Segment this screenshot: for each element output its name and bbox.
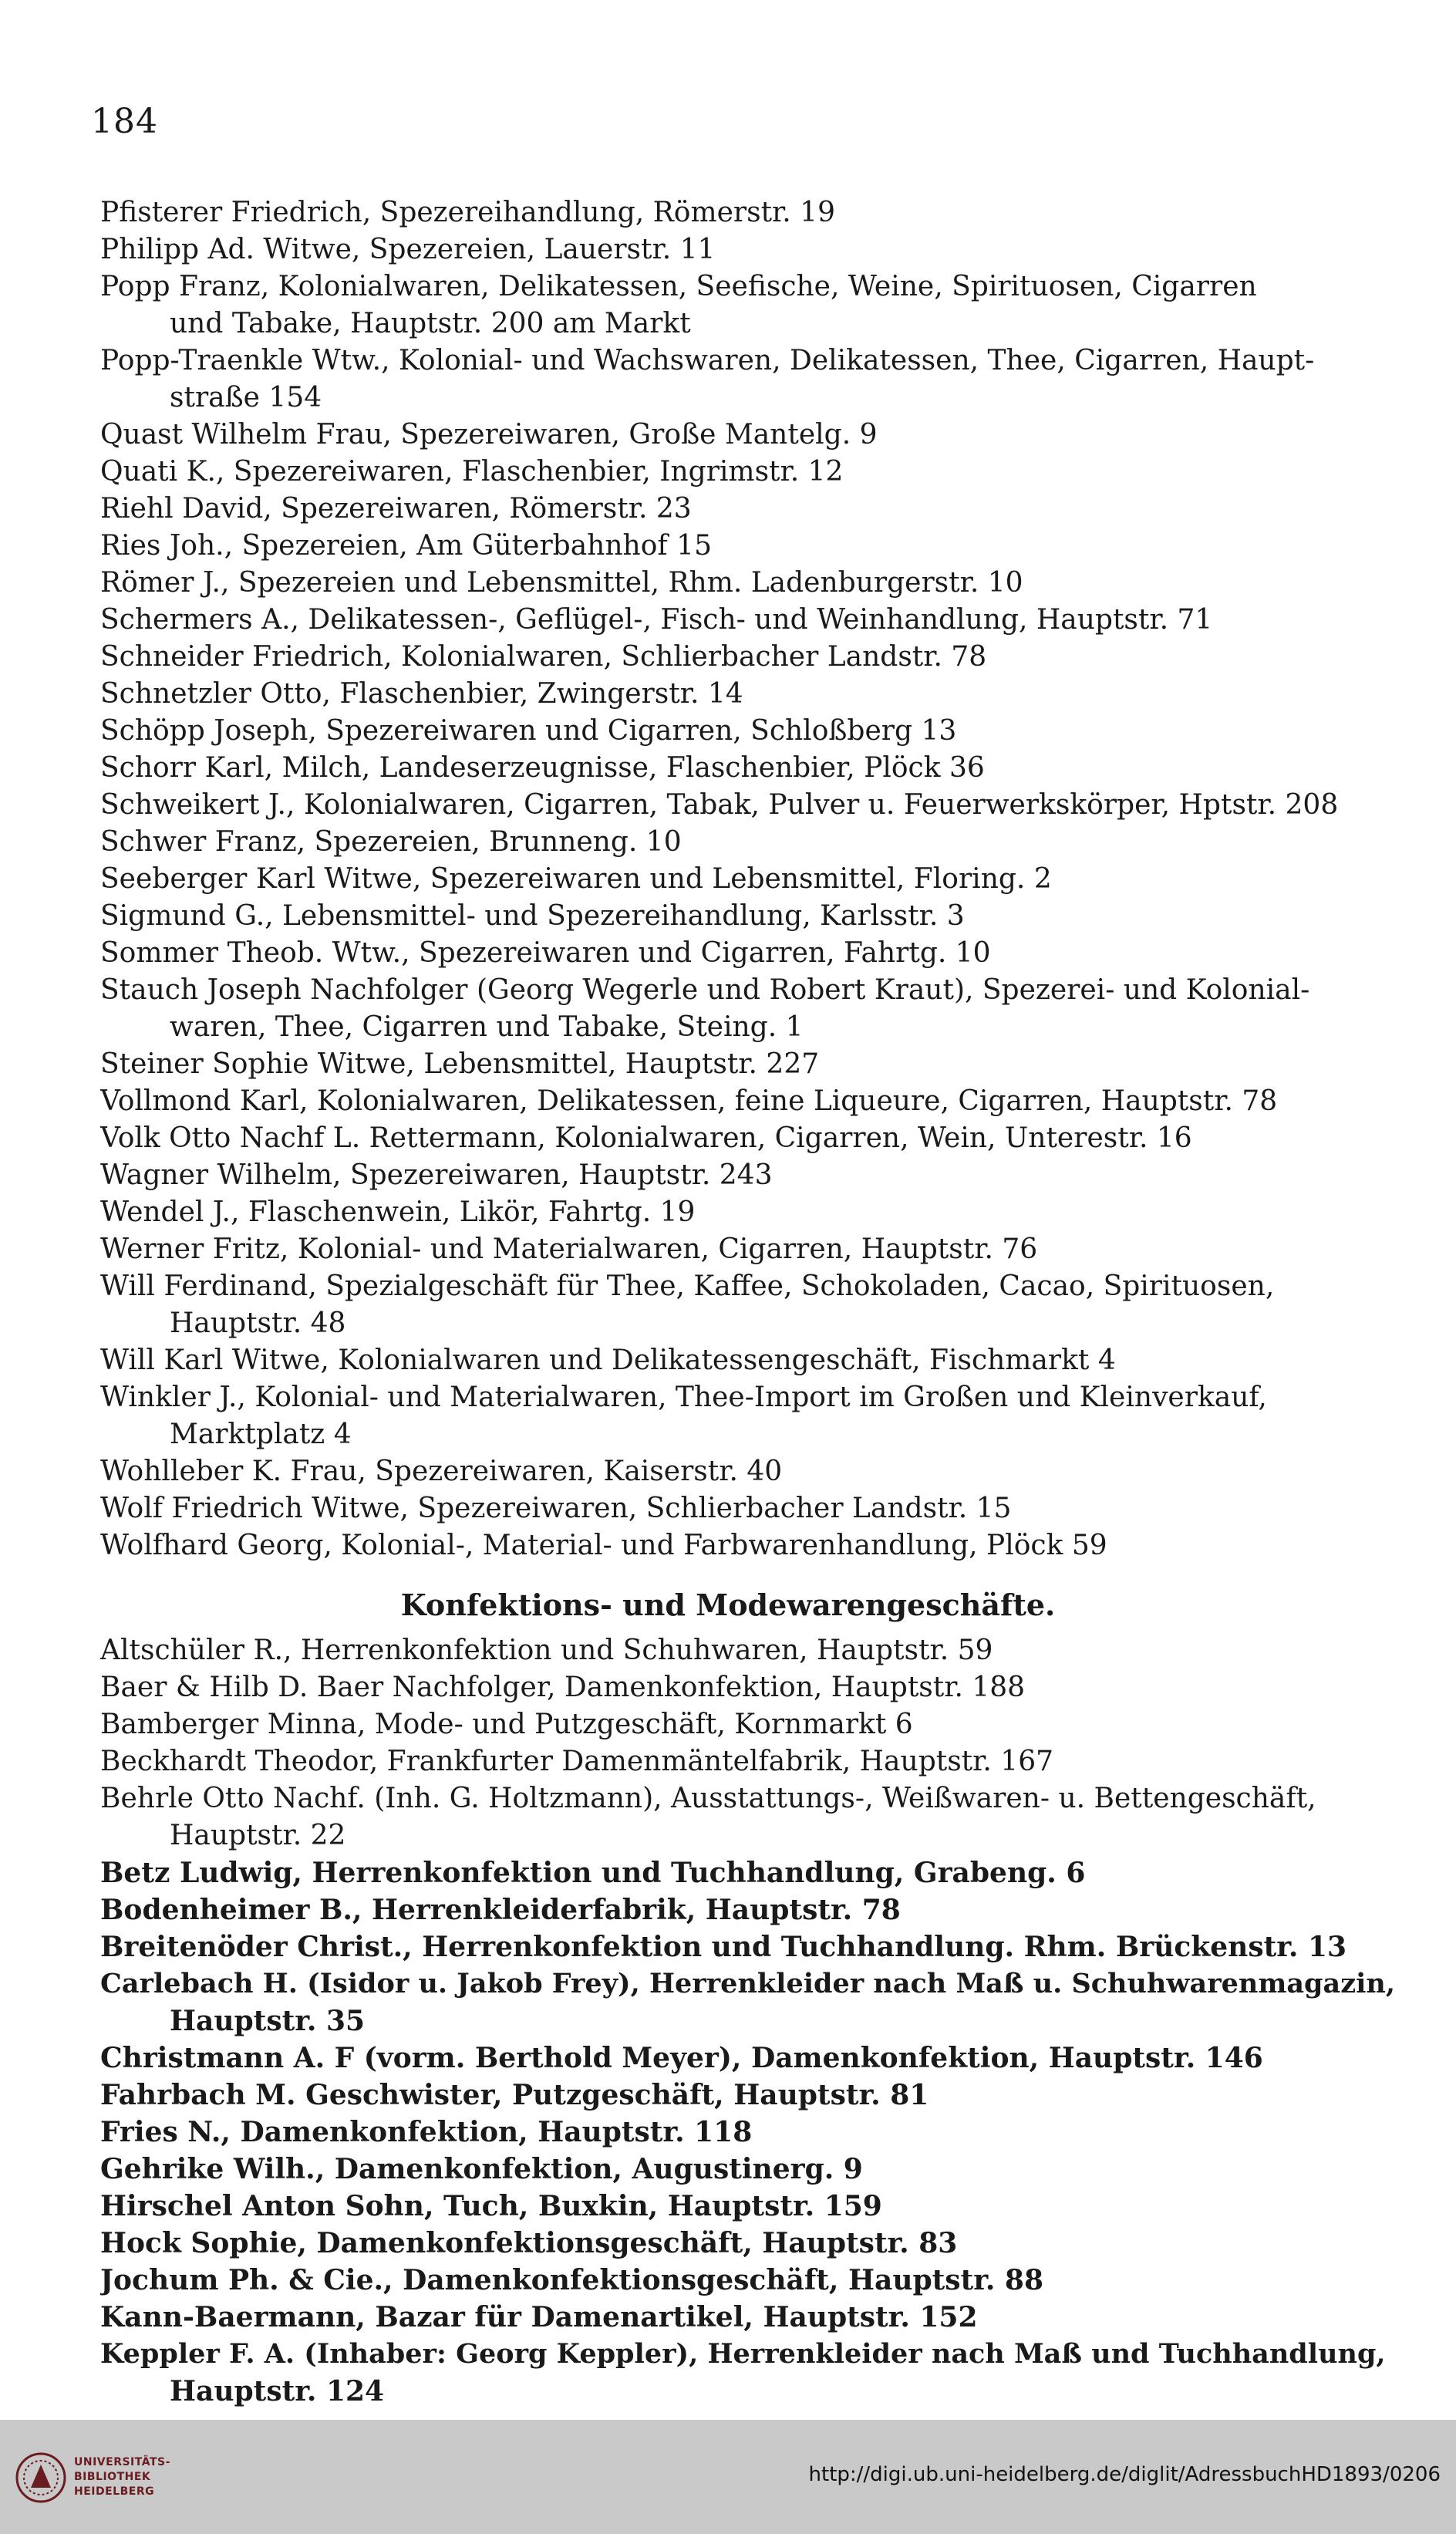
entry-line: Schweikert J., Kolonialwaren, Cigarren, Tabak, Pulver u. Feuerwerkskörper, Hptstr. 208	[100, 789, 1339, 821]
directory-entry	[100, 2262, 1415, 2299]
directory-entry	[100, 972, 1415, 1046]
entry-continuation: Marktplatz 4	[170, 1419, 352, 1450]
entry-line: Wendel J., Flaschenwein, Likör, Fahrtg. 19	[100, 1196, 696, 1228]
directory-entry	[100, 1231, 1415, 1268]
entry-line: Christmann A. F (vorm. Berthold Meyer), Damenkonfektion, Hauptstr. 146	[100, 2042, 1263, 2074]
entry-line: Gehrike Wilh., Damenkonfektion, Augustinerg. 9	[100, 2153, 863, 2185]
footer-bar	[0, 2420, 1456, 2534]
entry-line: Schneider Friedrich, Kolonialwaren, Schlierbacher Landstr. 78	[100, 641, 987, 673]
library-name-line: HEIDELBERG	[74, 2485, 155, 2498]
library-seal-icon	[14, 2451, 68, 2505]
entry-continuation: und Tabake, Hauptstr. 200 am Markt	[170, 308, 691, 339]
directory-entry	[100, 2114, 1415, 2151]
entry-continuation: Hauptstr. 124	[170, 2375, 385, 2407]
entry-line: Breitenöder Christ., Herrenkonfektion und Tuchhandlung. Rhm. Brückenstr. 13	[100, 1931, 1347, 1963]
library-name-line: BIBLIOTHEK	[74, 2471, 151, 2483]
entry-line: Hock Sophie, Damenkonfektionsgeschäft, Hauptstr. 83	[100, 2227, 958, 2259]
directory-listing	[0, 194, 1456, 2410]
directory-entry	[100, 639, 1415, 676]
directory-entry	[100, 2151, 1415, 2188]
directory-entry	[100, 750, 1415, 787]
entry-line: Kann-Baermann, Bazar für Damenartikel, Hauptstr. 152	[100, 2301, 978, 2333]
directory-entry	[100, 1194, 1415, 1231]
entry-line: Ries Joh., Spezereien, Am Güterbahnhof 15	[100, 530, 712, 562]
directory-entry	[100, 2077, 1415, 2114]
directory-entry	[100, 2336, 1415, 2410]
entry-continuation: Hauptstr. 48	[170, 1307, 346, 1339]
directory-entry	[100, 1527, 1415, 1564]
entry-line: Sigmund G., Lebensmittel- und Spezereihandlung, Karlsstr. 3	[100, 900, 965, 932]
entry-line: Behrle Otto Nachf. (Inh. G. Holtzmann), Ausstattungs-, Weißwaren- u. Bettengeschäft,	[100, 1783, 1316, 1814]
directory-entry	[100, 417, 1415, 454]
entry-line: Stauch Joseph Nachfolger (Georg Wegerle und Robert Kraut), Spezerei- und Kolonial-	[100, 974, 1310, 1006]
directory-entry	[100, 2040, 1415, 2077]
clothing-entries-bold	[0, 1854, 1456, 2410]
directory-entry	[100, 713, 1415, 750]
entry-line: Schöpp Joseph, Spezereiwaren und Cigarren, Schloßberg 13	[100, 715, 957, 747]
entry-line: Popp-Traenkle Wtw., Kolonial- und Wachswaren, Delikatessen, Thee, Cigarren, Haupt-	[100, 345, 1315, 376]
directory-entry	[100, 2225, 1415, 2262]
directory-entry	[100, 935, 1415, 972]
library-logo	[14, 2451, 184, 2505]
entry-continuation: waren, Thee, Cigarren und Tabake, Steing. 1	[170, 1011, 804, 1043]
entry-line: Wolf Friedrich Witwe, Spezereiwaren, Schlierbacher Landstr. 15	[100, 1493, 1012, 1524]
directory-entry	[100, 1965, 1415, 2040]
directory-entry	[100, 1342, 1415, 1379]
clothing-entries-regular	[0, 1632, 1456, 1854]
entry-continuation: Hauptstr. 35	[170, 2005, 366, 2037]
directory-entry	[100, 1928, 1415, 1965]
entry-line: Wohlleber K. Frau, Spezereiwaren, Kaiserstr. 40	[100, 1456, 783, 1487]
library-name	[74, 2455, 170, 2499]
directory-entry	[100, 824, 1415, 861]
entry-line: Betz Ludwig, Herrenkonfektion und Tuchhandlung, Grabeng. 6	[100, 1857, 1086, 1889]
grocery-entries	[0, 194, 1456, 1564]
directory-entry	[100, 1083, 1415, 1120]
directory-entry	[100, 2188, 1415, 2225]
entry-line: Volk Otto Nachf L. Rettermann, Kolonialwaren, Cigarren, Wein, Unterestr. 16	[100, 1122, 1192, 1154]
entry-line: Schwer Franz, Spezereien, Brunneng. 10	[100, 826, 682, 858]
directory-entry	[100, 861, 1415, 898]
directory-entry	[100, 602, 1415, 639]
directory-entry	[100, 787, 1415, 824]
entry-line: Will Ferdinand, Spezialgeschäft für Thee, Kaffee, Schokoladen, Cacao, Spirituosen,	[100, 1270, 1275, 1302]
directory-entry	[100, 1157, 1415, 1194]
entry-line: Philipp Ad. Witwe, Spezereien, Lauerstr. 11	[100, 234, 716, 265]
entry-line: Schnetzler Otto, Flaschenbier, Zwingerstr. 14	[100, 678, 743, 710]
directory-entry	[100, 1268, 1415, 1342]
entry-line: Vollmond Karl, Kolonialwaren, Delikatessen, feine Liqueure, Cigarren, Hauptstr. 78	[100, 1085, 1278, 1117]
entry-line: Fries N., Damenkonfektion, Hauptstr. 118	[100, 2116, 753, 2148]
section-heading: Konfektions- und Modewarengeschäfte.	[400, 1588, 1056, 1622]
directory-entry	[100, 565, 1415, 602]
entry-line: Bodenheimer B., Herrenkleiderfabrik, Hauptstr. 78	[100, 1894, 901, 1926]
entry-line: Bamberger Minna, Mode- und Putzgeschäft, Kornmarkt 6	[100, 1709, 913, 1740]
entry-line: Jochum Ph. & Cie., Damenkonfektionsgeschäft, Hauptstr. 88	[100, 2264, 1044, 2296]
entry-line: Carlebach H. (Isidor u. Jakob Frey), Herrenkleider nach Maß u. Schuhwarenmagazin,	[100, 1968, 1396, 1999]
entry-line: Hirschel Anton Sohn, Tuch, Buxkin, Hauptstr. 159	[100, 2190, 882, 2222]
entry-line: Römer J., Spezereien und Lebensmittel, Rhm. Ladenburgerstr. 10	[100, 567, 1023, 599]
entry-line: Keppler F. A. (Inhaber: Georg Keppler), Herrenkleider nach Maß und Tuchhandlung,	[100, 2338, 1386, 2370]
entry-line: Pfisterer Friedrich, Spezereihandlung, Römerstr. 19	[100, 197, 835, 228]
directory-entry	[100, 1706, 1415, 1743]
entry-line: Baer & Hilb D. Baer Nachfolger, Damenkonfektion, Hauptstr. 188	[100, 1672, 1026, 1703]
directory-entry	[100, 268, 1415, 342]
entry-line: Winkler J., Kolonial- und Materialwaren, Thee-Import im Großen und Kleinverkauf,	[100, 1382, 1267, 1413]
entry-line: Altschüler R., Herrenkonfektion und Schuhwaren, Hauptstr. 59	[100, 1635, 993, 1666]
entry-line: Popp Franz, Kolonialwaren, Delikatessen, Seefische, Weine, Spirituosen, Cigarren	[100, 271, 1257, 302]
directory-entry	[100, 491, 1415, 528]
source-url[interactable]: http://digi.ub.uni-heidelberg.de/diglit/AdressbuchHD1893/0206	[808, 2463, 1441, 2486]
entry-line: Schorr Karl, Milch, Landeserzeugnisse, Flaschenbier, Plöck 36	[100, 752, 985, 784]
directory-entry	[100, 1854, 1415, 1891]
directory-entry	[100, 1891, 1415, 1928]
directory-entry	[100, 1780, 1415, 1854]
directory-entry	[100, 528, 1415, 565]
directory-entry	[100, 1490, 1415, 1527]
directory-entry	[100, 1669, 1415, 1706]
directory-entry	[100, 231, 1415, 268]
directory-entry	[100, 2299, 1415, 2336]
entry-line: Riehl David, Spezereiwaren, Römerstr. 23	[100, 493, 692, 525]
directory-entry	[100, 1120, 1415, 1157]
entry-line: Beckhardt Theodor, Frankfurter Damenmäntelfabrik, Hauptstr. 167	[100, 1746, 1054, 1777]
entry-line: Schermers A., Delikatessen-, Geflügel-, Fisch- und Weinhandlung, Hauptstr. 71	[100, 604, 1213, 636]
directory-entry	[100, 194, 1415, 231]
entry-continuation: straße 154	[170, 382, 322, 413]
entry-line: Steiner Sophie Witwe, Lebensmittel, Hauptstr. 227	[100, 1048, 820, 1080]
entry-continuation: Hauptstr. 22	[170, 1820, 346, 1851]
directory-entry	[100, 1379, 1415, 1453]
directory-entry	[100, 898, 1415, 935]
entry-line: Werner Fritz, Kolonial- und Materialwaren, Cigarren, Hauptstr. 76	[100, 1233, 1038, 1265]
entry-line: Will Karl Witwe, Kolonialwaren und Delikatessengeschäft, Fischmarkt 4	[100, 1345, 1116, 1376]
directory-entry	[100, 676, 1415, 713]
entry-line: Seeberger Karl Witwe, Spezereiwaren und Lebensmittel, Floring. 2	[100, 863, 1052, 895]
entry-line: Wagner Wilhelm, Spezereiwaren, Hauptstr. 243	[100, 1159, 773, 1191]
entry-line: Fahrbach M. Geschwister, Putzgeschäft, Hauptstr. 81	[100, 2079, 929, 2111]
entry-line: Quati K., Spezereiwaren, Flaschenbier, Ingrimstr. 12	[100, 456, 844, 488]
directory-entry	[100, 1743, 1415, 1780]
directory-entry	[100, 342, 1415, 417]
directory-entry	[100, 1632, 1415, 1669]
entry-line: Wolfhard Georg, Kolonial-, Material- und Farbwarenhandlung, Plöck 59	[100, 1530, 1107, 1561]
directory-entry	[100, 1046, 1415, 1083]
entry-line: Sommer Theob. Wtw., Spezereiwaren und Cigarren, Fahrtg. 10	[100, 937, 991, 969]
library-name-line: UNIVERSITÄTS-	[74, 2456, 170, 2468]
entry-line: Quast Wilhelm Frau, Spezereiwaren, Große Mantelg. 9	[100, 419, 878, 450]
page-number: 184	[91, 102, 158, 141]
directory-entry	[100, 1453, 1415, 1490]
directory-entry	[100, 454, 1415, 491]
